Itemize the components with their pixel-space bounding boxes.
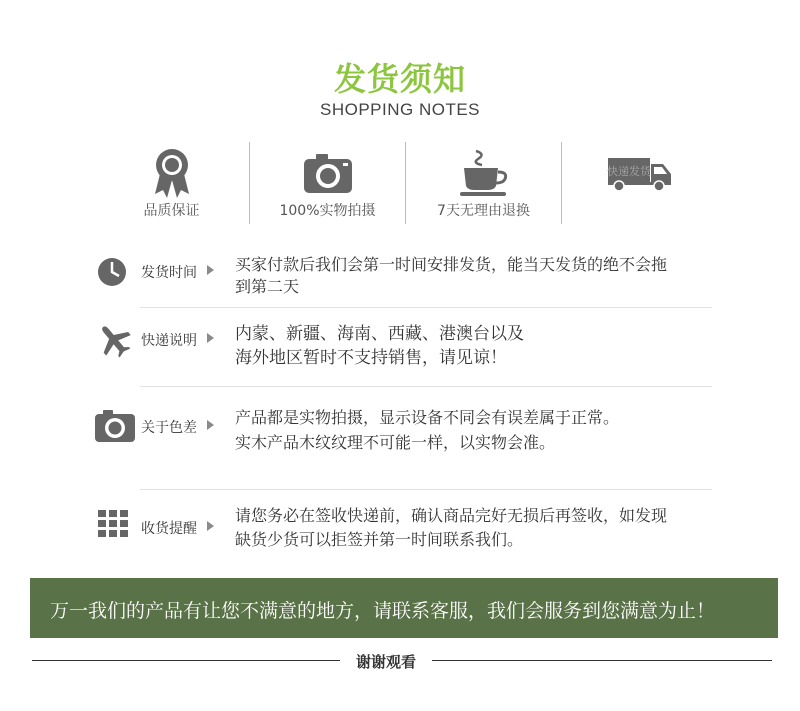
arrow-right-icon bbox=[207, 265, 214, 275]
note-label: 收货提醒 bbox=[141, 521, 197, 537]
note-line: 缺货少货可以拒签并第一时间联系我们。 bbox=[235, 530, 524, 549]
banner-text: 万一我们的产品有让您不满意的地方，请联系客服，我们会服务到您满意为止！ bbox=[50, 600, 716, 622]
contact-banner bbox=[30, 578, 778, 638]
note-row-shipping-time bbox=[94, 254, 714, 294]
note-line: 实木产品木纹纹理不可能一样，以实物会准。 bbox=[235, 433, 556, 452]
arrow-right-icon bbox=[207, 420, 214, 430]
clock-icon bbox=[94, 254, 134, 294]
page-subtitle: SHOPPING NOTES bbox=[319, 100, 481, 119]
note-text bbox=[235, 405, 720, 455]
arrow-right-icon bbox=[207, 521, 214, 531]
rosette-award-icon bbox=[94, 148, 249, 198]
note-text bbox=[235, 254, 720, 298]
truck-text: 快递发货 bbox=[606, 165, 651, 178]
camera-icon bbox=[250, 148, 405, 198]
feature-express bbox=[562, 142, 717, 224]
feature-strip bbox=[94, 142, 706, 224]
feature-real-photo bbox=[250, 142, 405, 224]
coffee-cup-icon bbox=[406, 148, 561, 198]
thanks-text: 谢谢观看 bbox=[355, 653, 416, 671]
arrow-right-icon bbox=[207, 333, 214, 343]
footer-divider-right bbox=[432, 660, 772, 661]
note-line: 买家付款后我们会第一时间安排发货，能当天发货的绝不会拖 bbox=[235, 255, 668, 274]
grid-icon bbox=[94, 504, 134, 544]
note-line: 海外地区暂时不支持销售，请见谅！ bbox=[235, 348, 507, 368]
note-row-color-difference bbox=[94, 405, 714, 453]
feature-label: 品质保证 bbox=[143, 203, 200, 219]
note-label: 快递说明 bbox=[141, 333, 197, 349]
feature-label: 100%实物拍摄 bbox=[279, 203, 376, 219]
note-line: 请您务必在签收快递前，确认商品完好无损后再签收，如发现 bbox=[235, 506, 668, 525]
row-divider bbox=[140, 489, 712, 490]
note-row-receipt-reminder bbox=[94, 504, 714, 552]
note-text bbox=[235, 322, 720, 370]
note-line: 到第二天 bbox=[235, 277, 300, 296]
footer-divider-left bbox=[32, 660, 340, 661]
note-text bbox=[235, 504, 720, 552]
note-row-express bbox=[94, 322, 714, 370]
page-title: 发货须知 bbox=[333, 60, 466, 98]
row-divider bbox=[140, 307, 712, 308]
row-divider bbox=[140, 386, 712, 387]
feature-label: 7天无理由退换 bbox=[437, 203, 530, 219]
note-label: 发货时间 bbox=[141, 265, 197, 281]
note-line: 内蒙、新疆、海南、西藏、港澳台以及 bbox=[235, 324, 524, 344]
camera-icon bbox=[94, 405, 134, 445]
airplane-icon bbox=[94, 322, 134, 362]
note-label: 关于色差 bbox=[141, 420, 197, 436]
feature-quality bbox=[94, 142, 249, 224]
delivery-truck-icon bbox=[562, 156, 717, 206]
note-line: 产品都是实物拍摄，显示设备不同会有误差属于正常。 bbox=[235, 408, 620, 427]
feature-return bbox=[406, 142, 561, 224]
